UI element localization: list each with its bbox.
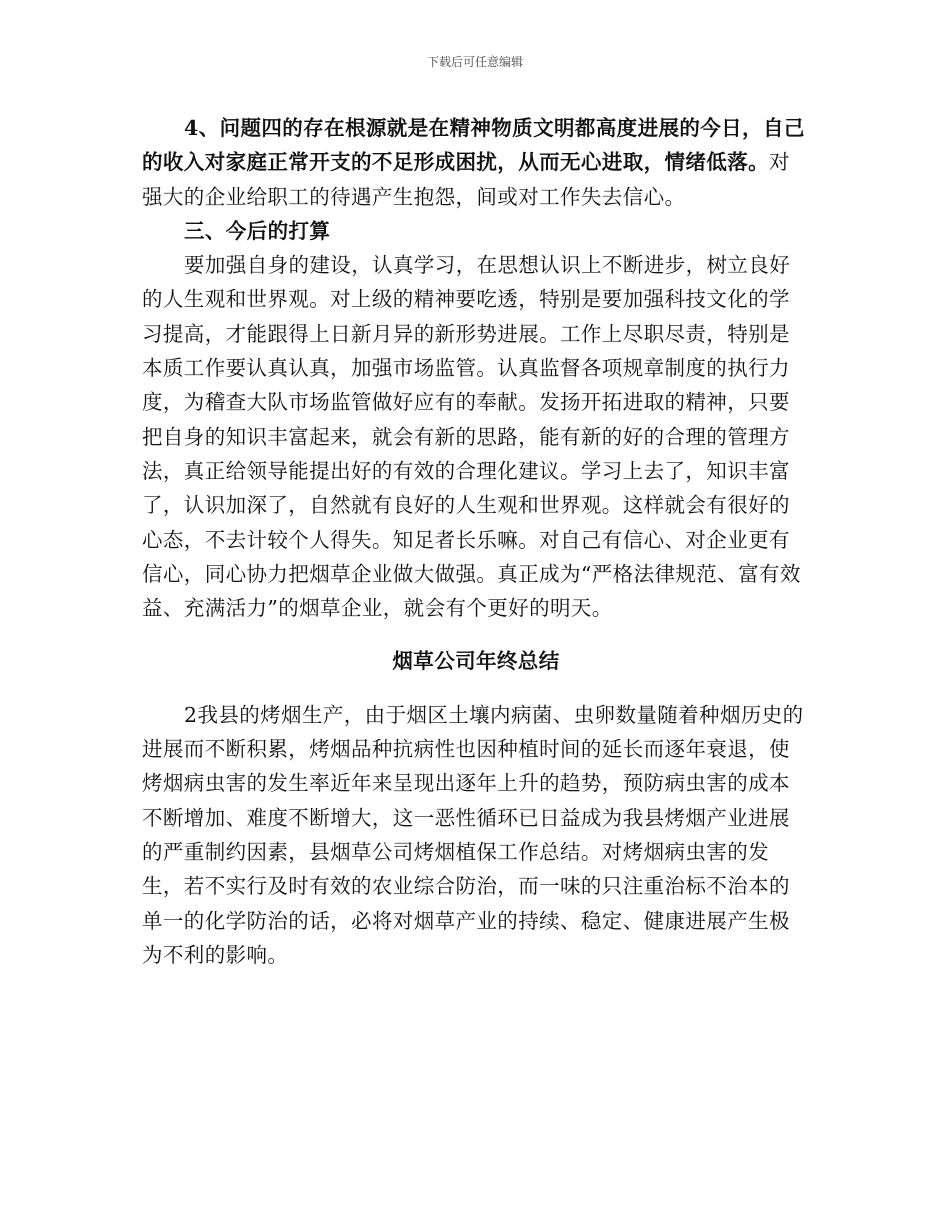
paragraph-normal-part: 对强大的企业给职工的待遇产生抱怨，间或对工作失去信心。 bbox=[142, 150, 790, 209]
section-title-year-end-summary: 烟草公司年终总结 bbox=[392, 649, 560, 674]
spacer bbox=[142, 679, 810, 698]
paragraph-tobacco-summary: 2我县的烤烟生产，由于烟区土壤内病菌、虫卵数量随着种烟历史的进展而不断积累，烤烟品种抗病性也因种植时间的延长而逐年衰退，使烤烟病虫害的发生率近年来呈现出逐年上升的趋势，预防病虫害的成本不断增加、难度不断增大，这一恶性循环已日益成为我县烤烟产业进展的严重制约因素，县烟草公司烤烟植保工作总结。对烤烟病虫害的发生，若不实行及时有效的农业综合防治，而一味的只注重治标不治本的单一的化学防治的话，必将对烟草产业的持续、稳定、健康进展产生极为不利的影响。 bbox=[142, 702, 804, 967]
document-body bbox=[142, 111, 810, 972]
paragraph-future-plans: 要加强自身的建设，认真学习，在思想认识上不断进步，树立良好的人生观和世界观。对上级的精神要吃透，特别是要加强科技文化的学习提高，才能跟得上日新月异的新形势进展。工作上尽职尽责，特别是本质工作要认真认真，加强市场监管。认真监督各项规章制度的执行力度，为稽查大队市场监管做好应有的奉献。发扬开拓进取的精神，只要把自身的知识丰富起来，就会有新的思路，能有新的好的合理的管理方法，真正给领导能提出好的有效的合理化建议。学习上去了，知识丰富了，认识加深了，自然就有良好的人生观和世界观。这样就会有很好的心态，不去计较个人得失。知足者长乐嘛。对自己有信心、对企业更有信心，同心协力把烟草企业做大做强。真正成为“严格法律规范、富有效益、充满活力”的烟草企业，就会有个更好的明天。 bbox=[142, 253, 801, 621]
page-header: 下载后可任意编辑 bbox=[426, 55, 523, 69]
paragraph-problem-four bbox=[142, 111, 810, 214]
section-heading-future-plans: 三、今后的打算 bbox=[184, 218, 331, 243]
paragraph-bold-part: 4、问题四的存在根源就是在精神物质文明都高度进展的今日，自己的收入对家庭正常开支的不足形成困扰，从而无心进取，情绪低落。 bbox=[142, 116, 805, 175]
spacer bbox=[142, 625, 810, 644]
